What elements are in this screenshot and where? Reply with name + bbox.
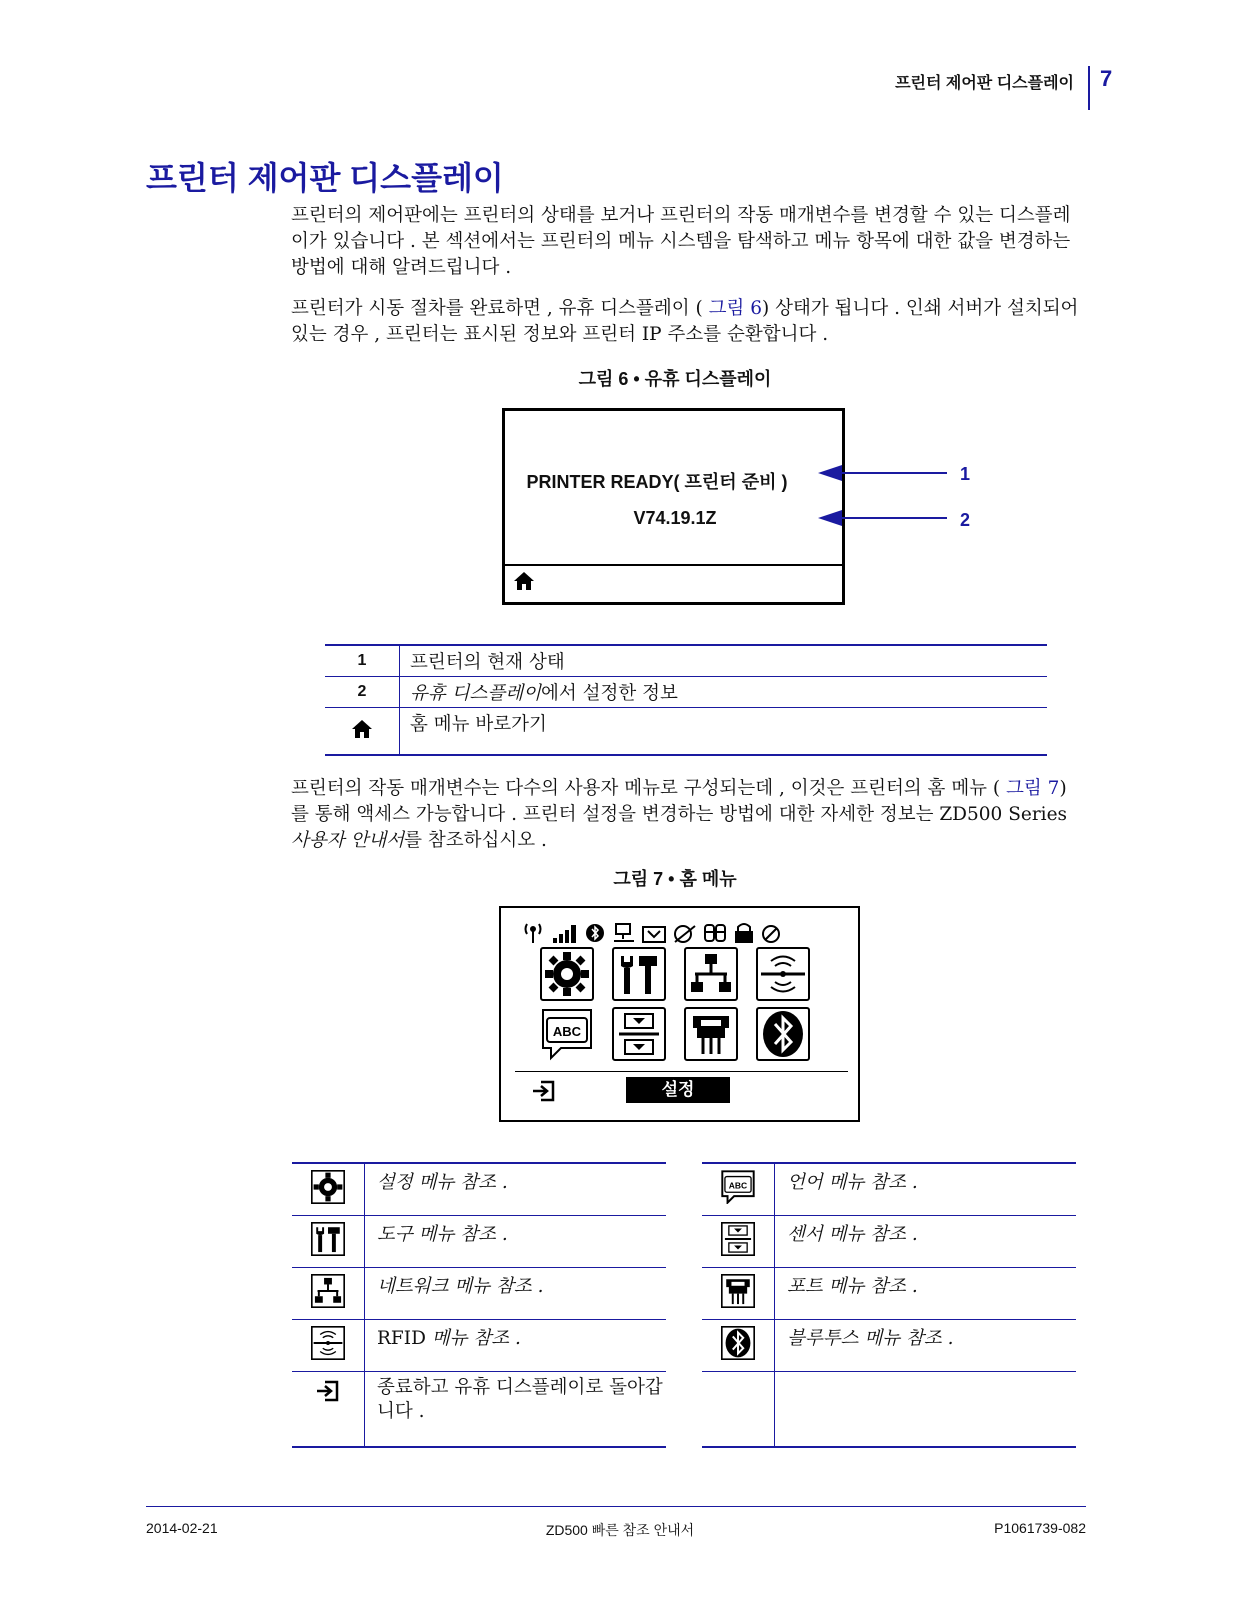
callout-2: 2 <box>960 510 971 530</box>
media-icon <box>643 927 665 942</box>
menu-ref-text: 도구 메뉴 참조 . <box>365 1216 667 1268</box>
idle-display-divider <box>505 564 845 566</box>
section-title: 프린터 제어판 디스플레이 <box>146 160 504 196</box>
menu-ref-row <box>702 1372 1076 1448</box>
legend-text: 홈 메뉴 바로가기 <box>410 714 547 735</box>
tools-icon <box>311 1222 345 1256</box>
callout-1: 1 <box>960 464 971 484</box>
printhead-icon <box>705 925 725 941</box>
menu-ref-text: 설정 메뉴 참조 . <box>365 1163 667 1216</box>
menu-ref-row <box>702 1163 1076 1216</box>
menu-reference-table-right <box>702 1162 1076 1448</box>
menu-ref-row <box>292 1320 666 1372</box>
rfid-icon <box>757 948 809 1000</box>
menu-ref-text: 언어 메뉴 참조 . <box>775 1163 1077 1216</box>
bluetooth-icon <box>757 1008 809 1060</box>
figure7-caption: 그림 7 • 홈 메뉴 <box>613 869 737 889</box>
para3-after: ) 를 통해 액세스 가능합니다 . 프린터 설정을 변경하는 방법에 대한 자세한 정보는 ZD500 Series <box>291 778 1068 825</box>
language-icon <box>543 1010 591 1058</box>
gear-icon <box>311 1170 345 1204</box>
para3-before: 프린터의 작동 매개변수는 다수의 사용자 메뉴로 구성되는데 , 이것은 프린터의 홈 메뉴 ( <box>291 778 1001 799</box>
printer-status-text: PRINTER READY( 프린터 준비 ) <box>526 472 788 492</box>
menu-ref-row <box>702 1320 1076 1372</box>
port-icon <box>685 1008 737 1060</box>
firmware-version-text: V74.19.1Z <box>633 508 717 528</box>
menu-ref-row <box>292 1163 666 1216</box>
rfid-ref-text: 메뉴 참조 . <box>425 1328 521 1349</box>
idle-display-figure <box>502 408 845 605</box>
legend-row <box>325 677 1047 708</box>
legend-key: 2 <box>325 677 400 708</box>
exit-icon[interactable] <box>531 1080 557 1102</box>
footer-date: 2014-02-21 <box>146 1520 218 1536</box>
page-number: 7 <box>1100 66 1113 91</box>
menu-reference-table-left <box>292 1162 666 1448</box>
ribbon-icon <box>675 926 695 942</box>
figure6-link[interactable]: 그림 6 <box>708 298 762 319</box>
legend-text: 프린터의 현재 상태 <box>410 652 565 673</box>
legend-text-tail: 에서 설정한 정보 <box>540 683 678 704</box>
menu-ref-text: 종료하고 유휴 디스플레이로 돌아갑니다 . <box>365 1372 667 1448</box>
legend-italic-term: 유휴 디스플레이 <box>410 683 541 704</box>
intro-paragraph <box>291 203 1081 281</box>
rfid-prefix: RFID <box>377 1328 426 1349</box>
sensor-icon <box>613 1008 665 1060</box>
rfid-icon <box>311 1326 345 1360</box>
bluetooth-icon <box>721 1326 755 1360</box>
exit-icon <box>315 1380 341 1402</box>
home-menu-divider <box>515 1071 848 1072</box>
home-icon <box>351 719 373 739</box>
selected-menu-label[interactable]: 설정 <box>626 1077 730 1103</box>
menu-ref-text: 블루투스 메뉴 참조 . <box>775 1320 1077 1372</box>
user-guide-title: 사용자 안내서 <box>291 830 405 851</box>
menu-ref-text: 포트 메뉴 참조 . <box>775 1268 1077 1320</box>
svg-text:ABC: ABC <box>552 1024 582 1039</box>
intro-text: 프린터의 제어판에는 프린터의 상태를 보거나 프린터의 작동 매개변수를 변경할 수 있는 디스플레이가 있습니다 . 본 섹션에서는 프린터의 메뉴 시스템을 탐색하고 메뉴 항목에 대한 값을 변경하는 방법에 대해 알려드립니다 . <box>291 205 1071 278</box>
legend-key: 1 <box>325 645 400 677</box>
para2-after: ) 상태가 됩니다 . 인쇄 서버가 설치되어 있는 경우 , 프린터는 표시된 정보와 프린터 IP 주소를 순환합니다 . <box>291 298 1079 345</box>
signal-bars-icon <box>553 925 576 943</box>
callout-arrows <box>818 462 958 532</box>
figure7-link[interactable]: 그림 7 <box>1006 778 1060 799</box>
running-header: 프린터 제어판 디스플레이 <box>895 75 1074 92</box>
idle-paragraph <box>291 296 1081 348</box>
footer-divider <box>146 1506 1086 1507</box>
legend-row <box>325 645 1047 677</box>
network-icon <box>614 924 634 941</box>
home-menu-figure <box>499 906 860 1122</box>
menu-ref-row <box>292 1372 666 1448</box>
footer-part-number: P1061739-082 <box>994 1520 1086 1536</box>
sensor-icon <box>721 1222 755 1256</box>
menu-ref-text: 네트워크 메뉴 참조 . <box>365 1268 667 1320</box>
svg-text:ABC: ABC <box>728 1180 748 1191</box>
figure6-legend <box>325 644 1047 756</box>
home-icon <box>513 571 535 591</box>
menu-ref-row <box>702 1216 1076 1268</box>
antenna-icon <box>526 924 541 943</box>
legend-key-home <box>325 708 400 756</box>
menu-ref-row <box>702 1268 1076 1320</box>
home-menu-paragraph <box>291 776 1081 854</box>
menu-icon-grid <box>539 946 829 1066</box>
no-icon <box>763 926 779 942</box>
menu-ref-row <box>292 1268 666 1320</box>
legend-text <box>400 677 1048 708</box>
tools-icon <box>613 948 665 1000</box>
gear-icon <box>541 948 593 1000</box>
header-divider <box>1088 66 1090 110</box>
menu-ref-text: 센서 메뉴 참조 . <box>775 1216 1077 1268</box>
para3-end: 를 참조하십시오 . <box>404 830 547 851</box>
legend-row <box>325 708 1047 756</box>
para2-before: 프린터가 시동 절차를 완료하면 , 유휴 디스플레이 ( <box>291 298 703 319</box>
port-icon <box>721 1274 755 1308</box>
menu-ref-row <box>292 1216 666 1268</box>
figure6-caption: 그림 6 • 유휴 디스플레이 <box>578 369 772 389</box>
footer-title: ZD500 빠른 참조 안내서 <box>545 1522 695 1538</box>
network-icon <box>685 948 737 1000</box>
bluetooth-icon <box>586 924 604 942</box>
status-icon-row <box>521 920 841 946</box>
menu-ref-text <box>365 1320 667 1372</box>
network-icon <box>311 1274 345 1308</box>
language-icon <box>721 1170 755 1204</box>
lock-icon <box>735 924 753 943</box>
